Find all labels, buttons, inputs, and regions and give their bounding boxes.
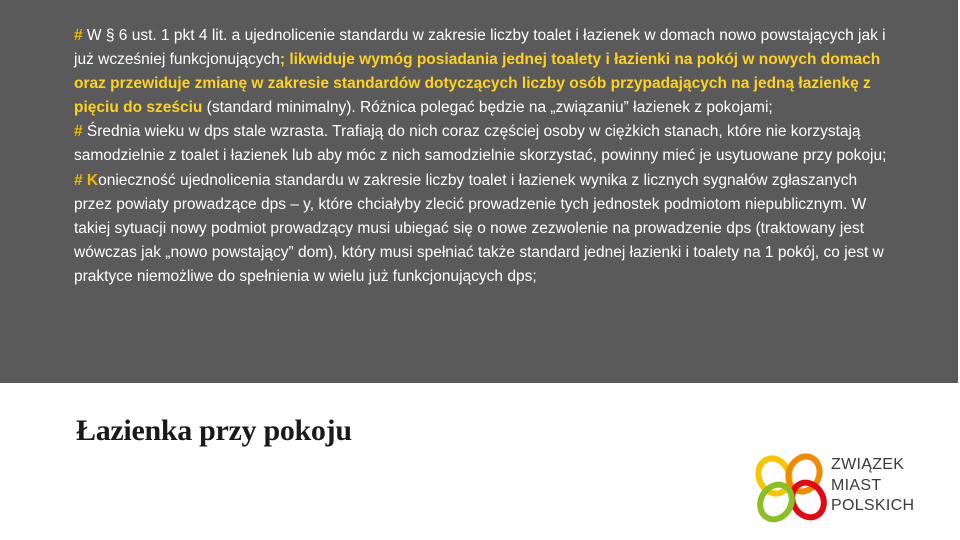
paragraph-3 xyxy=(74,169,894,289)
body-text xyxy=(74,24,894,289)
logo-line-3: POLSKICH xyxy=(831,497,915,514)
bullet-hash: # xyxy=(74,27,83,44)
slide-title: Łazienka przy pokoju xyxy=(76,414,352,447)
paragraph-1-lead: W § 6 ust. 1 pkt 4 lit. a ujednolicenie standardu w zakresie liczby toalet i łazienek w domach nowo powstających jak i już wcześniej funkcjonujących xyxy=(74,27,886,69)
paragraph-2-text: Średnia wieku w dps stale wzrasta. Trafiają do nich coraz częściej osoby w ciężkich stanach, które nie korzystają samodzielnie z toalet i łazienek lub aby móc z nich samodzielnie skorzystać, powinny mieć je usytuowane przy pokoju; xyxy=(74,123,887,165)
paragraph-1-tail: (standard minimalny). Różnica polegać będzie na „związaniu” łazienek z pokojami; xyxy=(202,99,773,117)
bullet-hash: # xyxy=(74,123,83,141)
paragraph-2 xyxy=(74,120,894,168)
paragraph-3-text: onieczność ujednolicenia standardu w zakresie liczby toalet i łazienek wynika z licznych sygnałów zgłaszanych przez powiaty prowadzące dps – y, które chciałyby zlecić prowadzenie tych jednostek podmiotom niepublicznym. W takiej sytuacji nowy podmiot prowadzący musi ubiegać się o nowe zezwolenie na prowadzenie dps (traktowany jest wówczas jak „nowo powstający” dom), który musi spełniać także standard jednej łazienki i toalety na 1 pokój, co jest w praktyce niemożliwe do spełnienia w wielu już funkcjonujących dps; xyxy=(74,171,884,285)
logo-text xyxy=(831,455,914,517)
bullet-hash: # xyxy=(74,171,83,189)
paragraph-1 xyxy=(74,24,894,120)
zmp-logo-icon xyxy=(752,452,832,524)
logo-line-1: ZWIĄZEK xyxy=(831,456,905,473)
paragraph-1-highlight: ; likwiduje wymóg posiadania jednej toalety i łazienki na pokój w nowych domach oraz przewiduje zmianę w zakresie standardów dotyczących liczby osób przypadających na jedną łazienkę z pięciu do sześciu xyxy=(74,51,881,117)
logo-line-2: MIAST xyxy=(831,476,882,494)
paragraph-3-initial: K xyxy=(82,171,99,189)
